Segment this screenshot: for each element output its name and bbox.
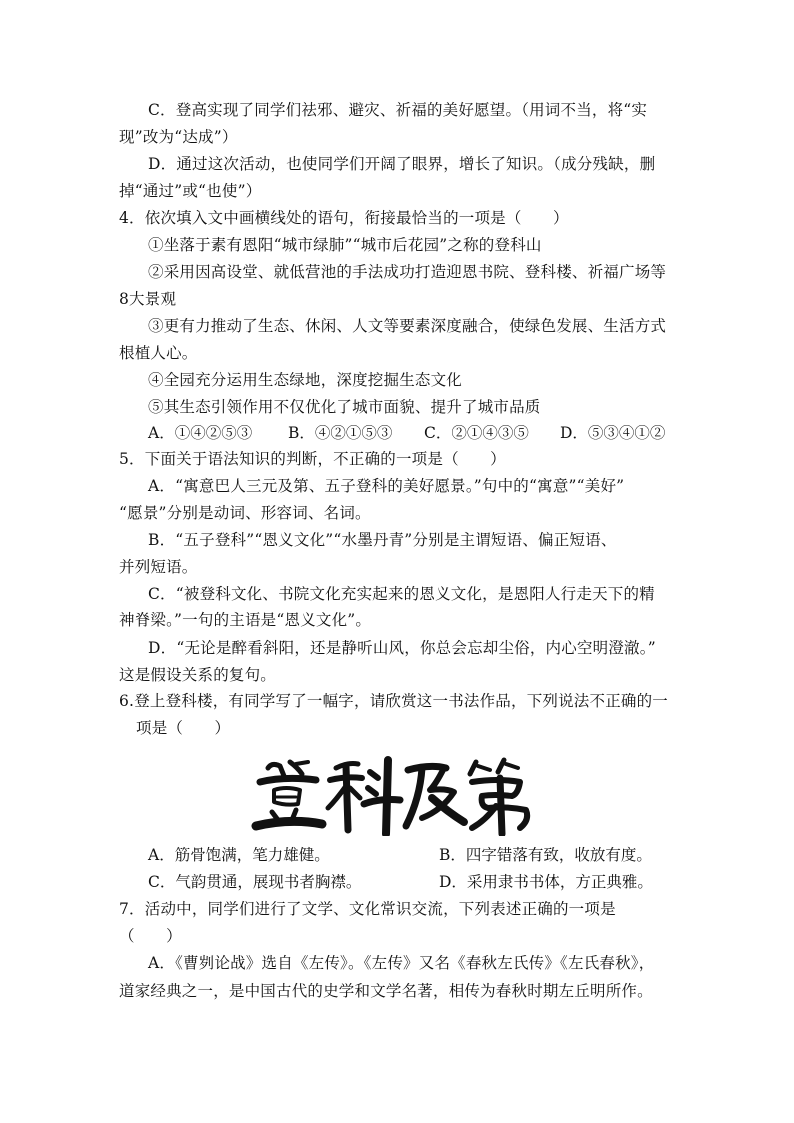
q5-option-a-line1: A．“寓意巴人三元及第、五子登科的美好愿景。”句中的“寓意”“美好” (148, 477, 625, 495)
q4-option-c: C．②①④③⑤ (424, 424, 529, 442)
q5-option-a-line2: “愿景”分别是动词、形容词、名词。 (119, 504, 371, 522)
q4-option-b: B．④②①⑤③ (288, 424, 393, 442)
q3-option-c-line1: C．登高实现了同学们祛邪、避灾、祈福的美好愿望。（用词不当，将“实 (148, 101, 648, 119)
q4-sentence-5: ⑤其生态引领作用不仅优化了城市面貌、提升了城市品质 (148, 398, 541, 416)
q4-sentence-3-line1: ③更有力推动了生态、休闲、人文等要素深度融合，使绿色发展、生活方式 (148, 317, 667, 335)
q5-option-c-line2: 神脊梁。”一句的主语是“恩义文化”。 (119, 611, 372, 629)
q6-stem-line2: 项是（ ） (136, 719, 231, 737)
q4-sentence-1: ①坐落于素有恩阳“城市绿肺”“城市后花园”之称的登科山 (148, 236, 542, 254)
q3-option-c-line2: 现”改为“达成”） (119, 128, 238, 146)
q4-stem: 4．依次填入文中画横线处的语句，衔接最恰当的一项是（ ） (119, 209, 569, 227)
q7-stem-line1: 7．活动中，同学们进行了文学、文化常识交流，下列表述正确的一项是 (119, 900, 616, 918)
q3-option-d-line2: 掉“通过”或“也使”） (119, 182, 262, 200)
q4-sentence-4: ④全园充分运用生态绿地，深度挖掘生态文化 (148, 371, 463, 389)
q5-option-b-line2: 并列短语。 (119, 558, 198, 576)
q6-stem-line1: 6.登上登科楼，有同学写了一幅字，请欣赏这一书法作品，下列说法不正确的一 (119, 692, 668, 710)
calligraphy-char-1 (256, 762, 322, 826)
q5-stem: 5．下面关于语法知识的判断，不正确的一项是（ ） (119, 450, 506, 468)
q6-option-c: C．气韵贯通，展现书者胸襟。 (148, 873, 362, 891)
q7-option-a-line1: A．《曹刿论战》选自《左传》。《左传》又名《春秋左氏传》《左氏春秋》， (148, 954, 655, 972)
q4-option-a: A．①④②⑤③ (148, 424, 253, 442)
q3-option-d-line1: D．通过这次活动，也使同学们开阔了眼界，增长了知识。（成分残缺，删 (148, 155, 656, 173)
q4-option-d: D．⑤③④①② (560, 424, 666, 442)
calligraphy-char-3 (406, 766, 464, 826)
q4-sentence-3-line2: 根植人心。 (119, 344, 198, 362)
q5-option-b-line1: B．“五子登科”“恩义文化”“水墨丹青”分别是主谓短语、偏正短语、 (148, 531, 617, 549)
calligraphy-artwork (250, 748, 550, 836)
q6-option-a: A．筋骨饱满，笔力雄健。 (148, 846, 330, 864)
q5-option-d-line1: D．“无论是醉看斜阳，还是静听山风，你总会忘却尘俗，内心空明澄澈。” (148, 639, 656, 657)
q4-sentence-2-line2: 8大景观 (119, 290, 177, 308)
q4-sentence-2-line1: ②采用因高设堂、就低营池的手法成功打造迎恩书院、登科楼、祈福广场等 (148, 263, 667, 281)
q6-option-b: B．四字错落有致，收放有度。 (439, 846, 652, 864)
calligraphy-char-2 (328, 760, 400, 834)
q6-option-d: D．采用隶书书体，方正典雅。 (439, 873, 653, 891)
q5-option-c-line1: C．“被登科文化、书院文化充实起来的恩义文化，是恩阳人行走天下的精 (148, 585, 655, 603)
calligraphy-char-4 (470, 760, 527, 834)
q7-stem-line2: （ ） (119, 927, 182, 945)
q5-option-d-line2: 这是假设关系的复句。 (119, 666, 277, 684)
q7-option-a-line2: 道家经典之一，是中国古代的史学和文学名著，相传为春秋时期左丘明所作。 (119, 982, 653, 1000)
